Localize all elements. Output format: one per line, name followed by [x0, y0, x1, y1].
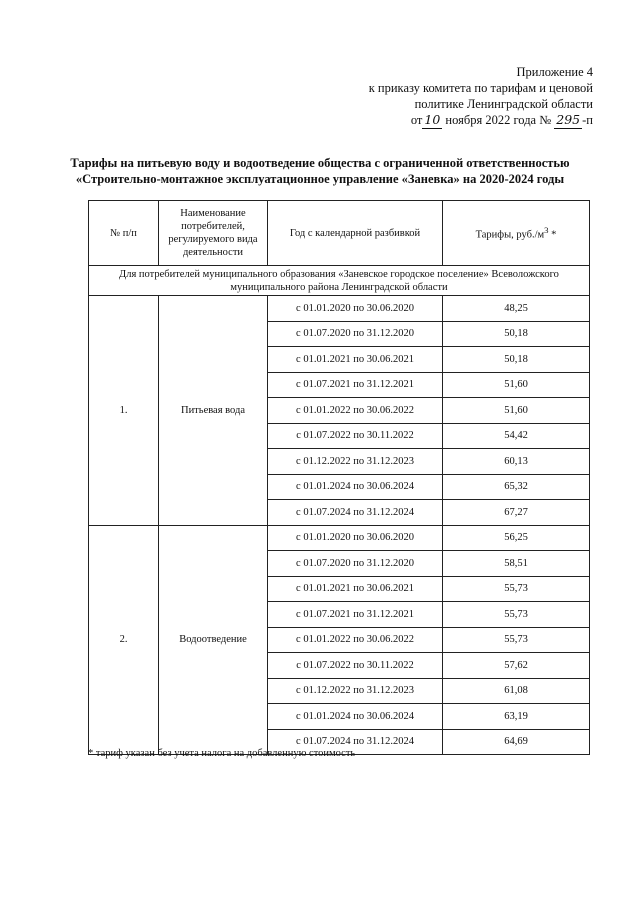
service-name: Питьевая вода [159, 296, 268, 526]
handwritten-day: 10 [424, 112, 441, 127]
period-cell: с 01.07.2020 по 31.12.2020 [268, 551, 443, 577]
appendix-date-line [333, 112, 593, 129]
period-cell: с 01.07.2024 по 31.12.2024 [268, 729, 443, 755]
period-cell: с 01.07.2021 по 31.12.2021 [268, 602, 443, 628]
header-tariff [443, 201, 590, 266]
footnote: * тариф указан без учета налога на добавленную стоимость [88, 748, 356, 759]
header-num: № п/п [89, 201, 159, 266]
header-tariff-sup: 3 [544, 225, 549, 236]
period-cell: с 01.01.2022 по 30.06.2022 [268, 627, 443, 653]
period-cell: с 01.07.2022 по 30.11.2022 [268, 423, 443, 449]
tariff-cell: 51,60 [443, 398, 590, 424]
appendix-line2: к приказу комитета по тарифам и ценовой [368, 81, 593, 95]
tariff-cell: 51,60 [443, 372, 590, 398]
group-number: 2. [89, 525, 159, 755]
tariff-cell: 60,13 [443, 449, 590, 475]
header-name: Наименование потребителей, регулируемого вида деятельности [159, 201, 268, 266]
table-row [89, 525, 590, 551]
region-cell: Для потребителей муниципального образования «Заневское городское поселение» Всеволожского муниципального района Ленинградской области [89, 266, 590, 296]
tariff-cell: 55,73 [443, 602, 590, 628]
handwritten-number: 295 [556, 112, 581, 127]
group-number: 1. [89, 296, 159, 526]
date-middle: ноября 2022 года № [445, 113, 552, 127]
tariff-cell: 64,69 [443, 729, 590, 755]
period-cell: с 01.01.2020 по 30.06.2020 [268, 525, 443, 551]
period-cell: с 01.01.2024 по 30.06.2024 [268, 474, 443, 500]
period-cell: с 01.01.2020 по 30.06.2020 [268, 296, 443, 322]
period-cell: с 01.01.2021 по 30.06.2021 [268, 576, 443, 602]
tariff-table [88, 200, 590, 755]
period-cell: с 01.01.2022 по 30.06.2022 [268, 398, 443, 424]
title-line2: «Строительно-монтажное эксплуатационное управление «Заневка» на 2020-2024 годы [75, 172, 565, 186]
appendix-line1: Приложение 4 [516, 65, 593, 79]
header-period: Год с календарной разбивкой [268, 201, 443, 266]
tariff-cell: 63,19 [443, 704, 590, 730]
tariff-cell: 54,42 [443, 423, 590, 449]
period-cell: с 01.01.2021 по 30.06.2021 [268, 347, 443, 373]
tariff-cell: 67,27 [443, 500, 590, 526]
tariff-cell: 61,08 [443, 678, 590, 704]
tariff-cell: 58,51 [443, 551, 590, 577]
title-line1: Тарифы на питьевую воду и водоотведение общества с ограниченной ответственностью [70, 156, 570, 170]
service-name: Водоотведение [159, 525, 268, 755]
region-row [89, 266, 590, 296]
number-suffix: -п [582, 113, 593, 127]
period-cell: с 01.01.2024 по 30.06.2024 [268, 704, 443, 730]
header-tariff-text: Тарифы, руб./м [475, 229, 545, 241]
appendix-block [333, 64, 593, 129]
period-cell: с 01.07.2021 по 31.12.2021 [268, 372, 443, 398]
table-header-row [89, 201, 590, 266]
period-cell: с 01.12.2022 по 31.12.2023 [268, 678, 443, 704]
tariff-cell: 65,32 [443, 474, 590, 500]
period-cell: с 01.07.2024 по 31.12.2024 [268, 500, 443, 526]
tariff-cell: 56,25 [443, 525, 590, 551]
date-prefix: от [410, 113, 423, 127]
tariff-cell: 55,73 [443, 576, 590, 602]
period-cell: с 01.12.2022 по 31.12.2023 [268, 449, 443, 475]
tariff-cell: 50,18 [443, 321, 590, 347]
tariff-cell: 48,25 [443, 296, 590, 322]
tariff-cell: 55,73 [443, 627, 590, 653]
appendix-line3: политике Ленинградской области [414, 97, 593, 111]
document-title [40, 155, 600, 187]
header-tariff-mark: * [548, 229, 557, 241]
tariff-cell: 50,18 [443, 347, 590, 373]
period-cell: с 01.07.2022 по 30.11.2022 [268, 653, 443, 679]
period-cell: с 01.07.2020 по 31.12.2020 [268, 321, 443, 347]
table-row [89, 296, 590, 322]
tariff-cell: 57,62 [443, 653, 590, 679]
